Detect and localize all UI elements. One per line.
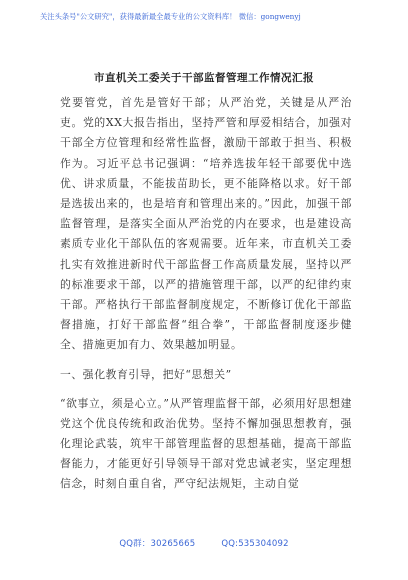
body-paragraph: 党要管党，首先是管好干部；从严治党，关键是从严治吏。党的XX大报告指出，坚持严管和厚爱相结合，加强对干部全方位管理和经常性监督，激励干部敢于担当、积极作为。习近平总书记强调：“培养选拔年轻干部要优中选优、讲求质量，不能拔苗助长，更不能降格以求。好干部是选拔出来的，也是培育和管理出来的。”因此，加强干部监督管理，是落实全面从严治党的内在要求，也是建设高素质专业化干部队伍的客观需要。近年来，市直机关工委扎实有效推进新时代干部监督工作高质量发展，坚持以严的标准要求干部，以严的措施管理干部，以严的纪律约束干部。严格执行干部监督制度规定，不断修订优化干部监督措施，打好干部监督“组合拳”，干部监督制度逐步健全、措施更加有力、效果越加明显。 [60, 96, 352, 352]
section-paragraph: “欲事立，须是心立。”从严管理监督干部，必须用好思想建党这个优良传统和政治优势。坚持不懈加强思想教育，强化理论武装，筑牢干部管理监督的思想基础，提高干部监督能力，才能更好引导领导干部对党忠诚老实，坚定理想信念，时刻自重自省，严守纪法规矩，主动自觉 [60, 396, 352, 491]
document-title: 市直机关工委关于干部监督管理工作情况汇报 [94, 72, 314, 84]
footer-contact [0, 537, 408, 549]
header-promo-note: 关注头条号"公文研究"，获得最新最全最专业的公文资料库！ 微信：gongwenyj [40, 12, 301, 21]
footer-qq-group: QQ群：30265665 [119, 539, 196, 549]
document-body [60, 93, 352, 495]
footer-qq-contact: QQ:535304092 [221, 539, 289, 549]
section-heading: 一、强化教育引导，把好“思想关” [60, 367, 232, 381]
